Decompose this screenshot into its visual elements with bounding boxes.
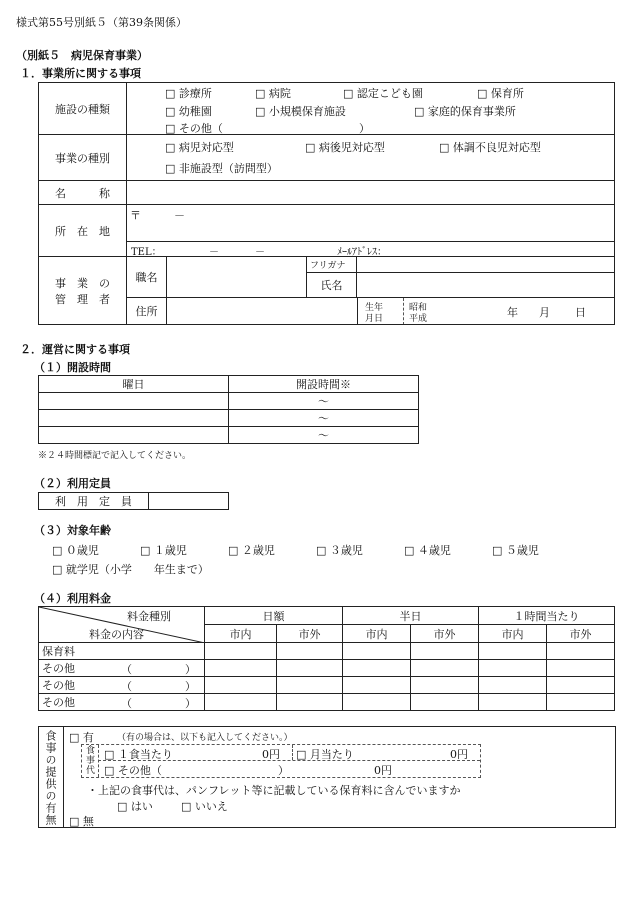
opt-kindergarten[interactable]: □ 幼稚園 — [165, 103, 212, 119]
manager-name-label: 氏名 — [307, 273, 357, 298]
opt-visiting[interactable]: □ 非施設型（訪問型） — [165, 160, 278, 176]
per-month-check[interactable]: □ 月当たり — [296, 746, 354, 762]
answer-yes[interactable]: □ はい — [117, 798, 153, 814]
age-4[interactable]: □ ４歳児 — [404, 542, 451, 558]
opt-family-nursery[interactable]: □ 家庭的保育事業所 — [414, 103, 516, 119]
business-type-label: 事業の種別 — [39, 135, 127, 181]
opt-sick-child[interactable]: □ 病児対応型 — [165, 139, 234, 155]
capacity-field[interactable] — [149, 493, 229, 510]
capacity-label: 利 用 定 員 — [39, 493, 149, 510]
per-month-yen[interactable]: 0円 — [450, 748, 468, 761]
address-field[interactable] — [127, 205, 615, 242]
age-0[interactable]: □ ０歳児 — [52, 542, 99, 558]
name-field[interactable] — [127, 181, 615, 205]
half-day-header: 半日 — [343, 607, 479, 625]
fee-row-other: その他 （ ） — [39, 677, 205, 694]
meal-no[interactable]: □ 無 — [69, 813, 94, 829]
furigana-field[interactable] — [357, 257, 615, 273]
email-label: ﾒｰﾙｱﾄﾞﾚｽ： — [337, 247, 387, 257]
per-meal-check[interactable]: □ １食当たり — [104, 746, 173, 762]
age-5[interactable]: □ ５歳児 — [492, 542, 539, 558]
job-title-label: 職名 — [127, 257, 167, 298]
age-title: （３）対象年齢 — [34, 524, 111, 537]
opt-other[interactable]: □ その他（ — [165, 120, 223, 135]
form-id: 様式第55号別紙５（第39条関係） — [16, 16, 187, 29]
opt-post-sick[interactable]: □ 病後児対応型 — [305, 139, 385, 155]
meal-other-yen[interactable]: 0円 — [374, 764, 392, 777]
postal-mark: 〒 － — [130, 209, 185, 222]
weekday-header: 曜日 — [39, 376, 229, 393]
job-title-field[interactable] — [167, 257, 307, 298]
answer-no[interactable]: □ いいえ — [181, 798, 228, 814]
hourly-header: １時間当たり — [479, 607, 615, 625]
meal-fee-box: 食事代 □ １食当たり 0円 □ 月当たり 0円 □ その他（ ） 0円 — [81, 744, 481, 778]
meal-box — [38, 726, 616, 828]
hours-title: （１）開設時間 — [34, 361, 111, 374]
hours-note: ※２４時間標記で記入してください。 — [38, 451, 192, 461]
per-meal-yen[interactable]: 0円 — [262, 748, 280, 761]
furigana-label: フリガナ — [307, 257, 357, 273]
section-1-title: １．事業所に関する事項 — [20, 67, 141, 80]
age-1[interactable]: □ １歳児 — [140, 542, 187, 558]
attachment-title: （別紙５ 病児保育事業） — [16, 49, 148, 62]
capacity-title: （２）利用定員 — [34, 477, 111, 490]
meal-fee-label: 食事代 — [84, 745, 94, 775]
age-school[interactable]: □ 就学児（小学 年生まで） — [52, 561, 209, 577]
fee-row-other: その他 （ ） — [39, 660, 205, 677]
business-type-options — [127, 135, 615, 181]
manager-address-row: 生年 月日 昭和 平成 年 月 日 — [167, 298, 615, 325]
section-2-title: ２．運営に関する事項 — [20, 343, 130, 356]
opt-unwell[interactable]: □ 体調不良児対応型 — [439, 139, 541, 155]
fee-row-other: その他 （ ） — [39, 694, 205, 711]
hours-header: 開設時間※ — [229, 376, 419, 393]
opt-clinic[interactable]: □ 診療所 — [165, 85, 212, 101]
daily-header: 日額 — [205, 607, 343, 625]
facility-type-options: □ 診療所 □ 病院 □ 認定こども園 □ 保育所 □ 幼稚園 □ 小規模保育施設 □ 家庭的保育事業所 □ その他（ ） — [127, 83, 615, 135]
age-2[interactable]: □ ２歳児 — [228, 542, 275, 558]
fee-table: 料金種別 料金の内容 日額 半日 １時間当たり 市内 市外 市内 市外 市内 市外 保育料 その他 （ ） その他 （ ） その他 （ ） — [38, 606, 615, 711]
opt-kodomoen[interactable]: □ 認定こども園 — [343, 85, 423, 101]
manager-address-label: 住所 — [127, 298, 167, 325]
manager-label: 事 業 の 管 理 者 — [39, 257, 127, 325]
meal-provision-label: 食事の提供の有無 — [44, 730, 57, 826]
meal-yes[interactable]: □ 有 — [69, 729, 94, 745]
age-3[interactable]: □ ３歳児 — [316, 542, 363, 558]
contact-field[interactable]: TEL： － － ﾒｰﾙｱﾄﾞﾚｽ： — [127, 242, 615, 257]
facility-table — [38, 82, 615, 325]
meal-yes-note: （有の場合は、以下も記入してください。） — [117, 733, 293, 743]
opt-hospital[interactable]: □ 病院 — [255, 85, 291, 101]
address-label: 所 在 地 — [39, 205, 127, 257]
hours-table: 曜日 開設時間※ ～ ～ ～ — [38, 375, 419, 444]
meal-question: ・上記の食事代は、パンフレット等に記載している保育料に含んでいますか — [87, 784, 461, 797]
opt-nursery[interactable]: □ 保育所 — [477, 85, 524, 101]
fee-title: （４）利用料金 — [34, 592, 111, 605]
fee-row-childcare: 保育料 — [39, 643, 205, 660]
opt-small-nursery[interactable]: □ 小規模保育施設 — [255, 103, 346, 119]
fee-diagonal-header: 料金種別 料金の内容 — [39, 607, 205, 643]
meal-other-check[interactable]: □ その他（ — [104, 762, 162, 778]
capacity-table — [38, 492, 229, 510]
name-label: 名 称 — [39, 181, 127, 205]
manager-name-field[interactable] — [357, 273, 615, 298]
facility-type-label: 施設の種類 — [39, 83, 127, 135]
